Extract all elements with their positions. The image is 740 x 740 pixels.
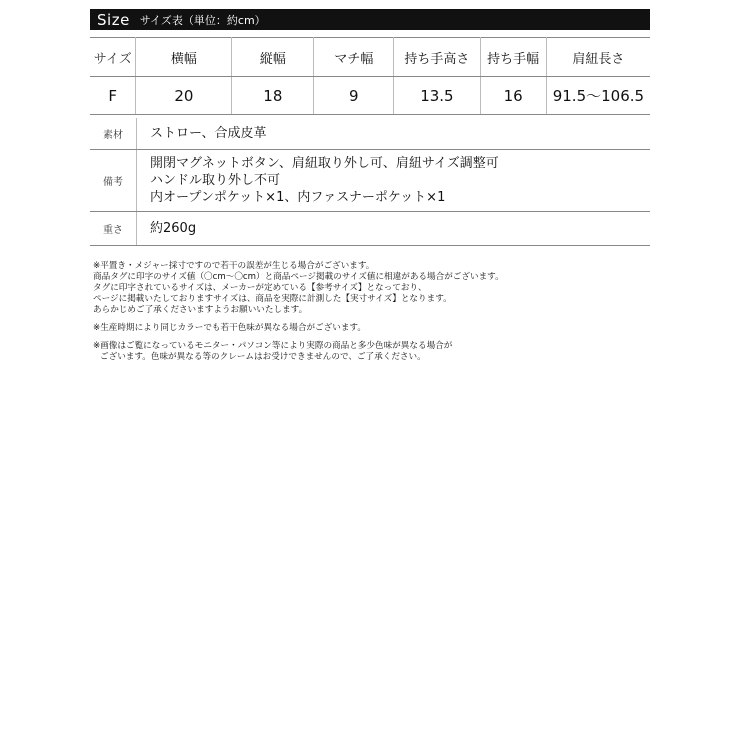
material-value: ストロー、合成皮革 <box>137 118 651 150</box>
notes-section <box>93 261 653 363</box>
size-table-row <box>90 77 650 115</box>
size-table-header-row <box>90 38 650 77</box>
note-line: ※生産時期により同じカラーでも若干色味が異なる場合がございます。 <box>93 323 366 333</box>
column-header: 持ち手幅 <box>480 38 546 77</box>
remarks-label: 備考 <box>90 150 137 212</box>
remarks-line: ハンドル取り外し不可 <box>150 173 281 188</box>
product-info-table <box>90 118 650 246</box>
remarks-line: 開閉マグネットボタン、肩紐取り外し可、肩紐サイズ調整可 <box>150 156 499 171</box>
column-header: 肩紐長さ <box>546 38 650 77</box>
size-header-bar <box>90 9 650 30</box>
size-value-cell: 18 <box>232 77 314 115</box>
size-value-cell: 13.5 <box>394 77 480 115</box>
size-column-header: サイズ <box>90 38 136 77</box>
weight-label: 重さ <box>90 212 137 246</box>
note-line: タグに印字されているサイズは、メーカーが定めている【参考サイズ】となっており、 <box>93 283 427 293</box>
column-header: 持ち手高さ <box>394 38 480 77</box>
weight-row <box>90 212 650 246</box>
column-header: 横幅 <box>136 38 232 77</box>
size-value-cell: 16 <box>480 77 546 115</box>
note-line: ※平置き・メジャー採寸ですので若干の誤差が生じる場合がございます。 <box>93 261 375 271</box>
size-header-title: Size <box>97 10 130 29</box>
remarks-row <box>90 150 650 212</box>
note-line: ページに掲載いたしておりますサイズは、商品を実際に計測した【実寸サイズ】となります。 <box>93 294 452 304</box>
material-label: 素材 <box>90 118 137 150</box>
note-line: 商品タグに印字のサイズ値（〇cm〜〇cm）と商品ページ掲載のサイズ値に相違がある場合がございます。 <box>93 272 504 282</box>
size-value-cell: 20 <box>136 77 232 115</box>
size-header-subtitle: サイズ表（単位：約cm） <box>139 13 266 27</box>
column-header: マチ幅 <box>314 38 394 77</box>
weight-value: 約260g <box>137 212 651 246</box>
note-line: あらかじめご了承くださいますようお願いいたします。 <box>93 305 308 315</box>
size-table <box>90 37 650 115</box>
note-line: ございます。色味が異なる等のクレームはお受けできませんので、ご了承ください。 <box>100 352 426 362</box>
size-value-cell: 9 <box>314 77 394 115</box>
column-header: 縦幅 <box>232 38 314 77</box>
remarks-value <box>137 150 651 212</box>
material-row <box>90 118 650 150</box>
size-label-cell: F <box>90 77 136 115</box>
size-value-cell: 91.5〜106.5 <box>546 77 650 115</box>
remarks-line: 内オープンポケット×1、内ファスナーポケット×1 <box>150 190 446 205</box>
note-line: ※画像はご覧になっているモニター・パソコン等により実際の商品と多少色味が異なる場合が <box>93 341 453 351</box>
